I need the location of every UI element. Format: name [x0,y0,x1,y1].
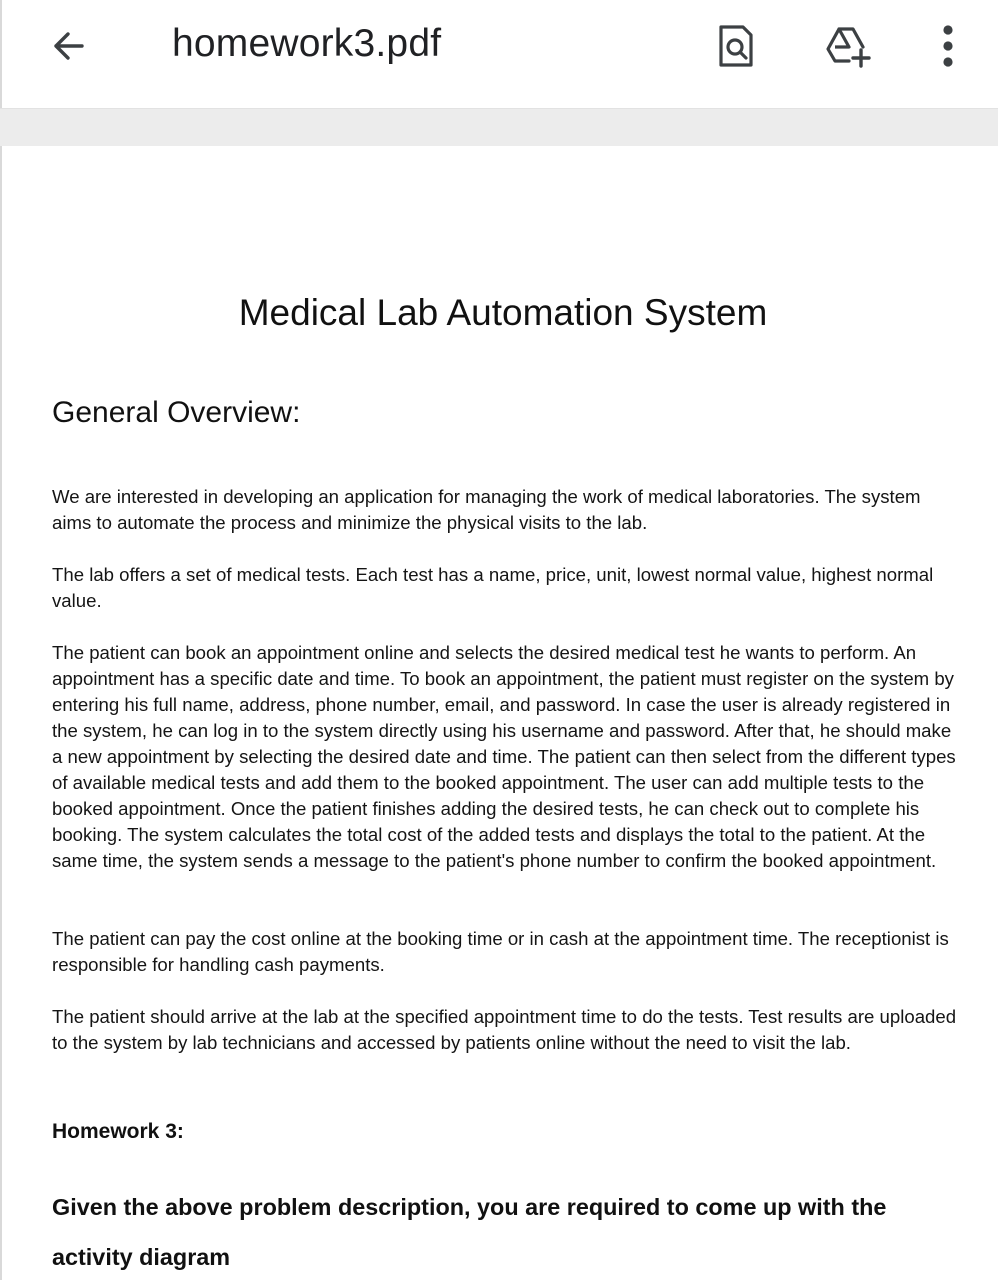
arrow-back-icon [48,26,88,66]
paragraph: We are interested in developing an application for managing the work of medical laboratories. The system aims to automate the process and minimize the physical visits to the lab. [52,486,921,533]
page-separator [0,108,998,147]
more-vert-icon [938,22,958,70]
homework-heading: Homework 3: [52,1120,184,1143]
find-in-page-button[interactable] [708,18,764,74]
task-description: Given the above problem description, you are required to come up with the activity diagram [52,1194,887,1270]
add-to-drive-button[interactable] [820,18,876,74]
paragraph: The patient can book an appointment online and selects the desired medical test he wants to perform. An appointment has a specific date and time. To book an appointment, the patient must register on the system by entering his full name, address, phone number, email, and password. In case the user is already registered in the system, he can log in to the system directly using his username and password. After that, he should make a new appointment by selecting the desired date and time. The patient can then select from the different types of available medical tests and add them to the booked appointment. The user can add multiple tests to the booked appointment. Once the patient finishes adding the desired tests, he can check out to complete his booking. The system calculates the total cost of the added tests and displays the total to the patient. At the same time, the system sends a message to the patient's phone number to confirm the booked appointment. [52,642,956,871]
app-toolbar [0,0,998,108]
more-options-button[interactable] [920,18,976,74]
find-in-page-icon [715,23,757,69]
paragraph: The lab offers a set of medical tests. Each test has a name, price, unit, lowest normal value, highest normal value. [52,564,934,611]
section-heading: General Overview: [52,396,301,429]
back-button[interactable] [42,20,94,72]
file-title: homework3.pdf [172,22,442,65]
document-title: Medical Lab Automation System [238,292,768,333]
add-to-drive-icon [823,23,873,69]
paragraph: The patient should arrive at the lab at the specified appointment time to do the tests. Test results are uploaded to the system by lab technicians and accessed by patients online without the need to visit the lab. [52,1006,957,1053]
pdf-page [0,146,998,1280]
paragraph: The patient can pay the cost online at the booking time or in cash at the appointment time. The receptionist is responsible for handling cash payments. [52,928,949,975]
